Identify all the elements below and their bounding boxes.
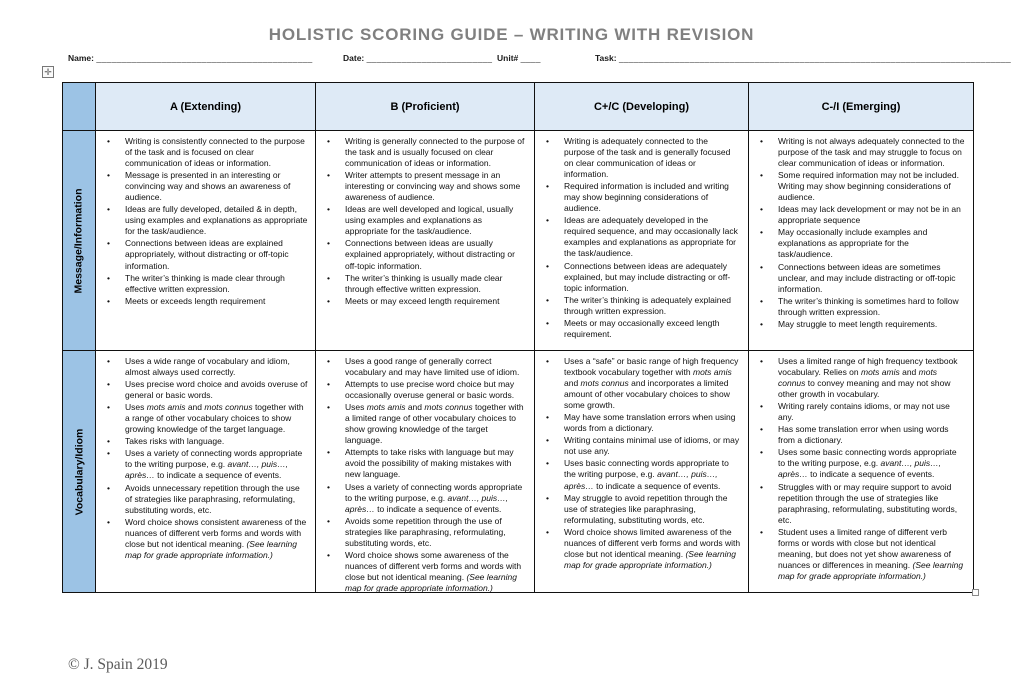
criterion: • Uses a “safe” or basic range of high frequency textbook vocabulary together with mots amis and mots connus and incorporates a limited amount of other vocabulary choices to show some growth. bbox=[535, 356, 746, 411]
criteria-list bbox=[535, 136, 746, 340]
criterion: • Uses some basic connecting words appropriate to the writing purpose, e.g. avant…, puis…, après… to indicate a sequence of events. bbox=[749, 447, 971, 480]
criterion: • Uses a variety of connecting words appropriate to the writing purpose, e.g. avant…, puis…, après… to indicate a sequence of events. bbox=[96, 448, 313, 481]
criteria-list bbox=[316, 136, 532, 307]
criteria-list bbox=[749, 136, 971, 330]
criterion: • Writing is not always adequately connected to the purpose of the task and may struggle to focus on clear communication of ideas or information. bbox=[749, 136, 971, 169]
cell-vocabulary-proficient bbox=[316, 351, 535, 593]
criterion: • Avoids unnecessary repetition through the use of strategies like paraphrasing, reformulating, substituting words, etc. bbox=[96, 483, 313, 516]
criterion: • Word choice shows consistent awareness of the nuances of different verb forms and words with close but not identical meaning. (See learning map for grade appropriate information.) bbox=[96, 517, 313, 561]
criterion: • Struggles with or may require support to avoid repetition through the use of strategies like paraphrasing, reformulating, substituting words, etc. bbox=[749, 482, 971, 526]
task-line: ______________________________________________________________________________ bbox=[618, 53, 1012, 63]
name-field bbox=[68, 53, 313, 63]
criterion: • Ideas are fully developed, detailed & in depth, using examples and explanations as appropriate for the task/audience. bbox=[96, 204, 313, 237]
criterion: • Writing is consistently connected to the purpose of the task and is focused on clear communication of ideas or information. bbox=[96, 136, 313, 169]
criterion: • Takes risks with language. bbox=[96, 436, 313, 447]
criterion: • Message is presented in an interesting or convincing way and shows an awareness of audience. bbox=[96, 170, 313, 203]
criterion: • Avoids some repetition through the use of strategies like paraphrasing, reformulating, substituting words, etc. bbox=[316, 516, 532, 549]
criterion: • Uses a variety of connecting words appropriate to the writing purpose, e.g. avant…, puis…, après… to indicate a sequence of events. bbox=[316, 482, 532, 515]
row-label-vocabulary-idiom: Vocabulary/Idiom bbox=[63, 351, 96, 593]
criterion: • May struggle to meet length requirements. bbox=[749, 319, 971, 330]
criterion: • Word choice shows limited awareness of the nuances of different verb forms and words with close but not identical meaning. (See learning map for grade appropriate information.) bbox=[535, 527, 746, 571]
criterion: • Student uses a limited range of different verb forms or words with close but not identical meaning, but does not yet show awareness of nuances or differences in meaning. (See learning map for grade appropriate information.) bbox=[749, 527, 971, 582]
criterion: • Writer attempts to present message in an interesting or convincing way and shows some awareness of audience. bbox=[316, 170, 532, 203]
criterion: • Writing is adequately connected to the purpose of the task and is generally focused on clear communication of ideas or information. bbox=[535, 136, 746, 180]
table-resize-handle[interactable] bbox=[972, 589, 979, 596]
criterion: • Writing rarely contains idioms, or may not use any. bbox=[749, 401, 971, 423]
criterion: • May have some translation errors when using words from a dictionary. bbox=[535, 412, 746, 434]
criteria-list bbox=[535, 356, 746, 571]
criterion: • Attempts to take risks with language but may avoid the possibility of making mistakes with new language. bbox=[316, 447, 532, 480]
column-header-b-proficient: B (Proficient) bbox=[316, 83, 535, 131]
cell-vocabulary-extending bbox=[96, 351, 316, 593]
criterion: • Connections between ideas are sometimes unclear, and may include distracting or off-topic information. bbox=[749, 262, 971, 295]
cell-message-proficient bbox=[316, 131, 535, 351]
criteria-list bbox=[316, 356, 532, 594]
date-field bbox=[343, 53, 492, 63]
criterion: • May struggle to avoid repetition through the use of strategies like paraphrasing, reformulating, substituting words, etc. bbox=[535, 493, 746, 526]
criterion: • Meets or exceeds length requirement bbox=[96, 296, 313, 307]
criteria-list bbox=[749, 356, 971, 582]
criterion: • Writing contains minimal use of idioms, or may not use any. bbox=[535, 435, 746, 457]
criterion: • Connections between ideas are adequately explained, but may include distracting or off-topic information. bbox=[535, 261, 746, 294]
cell-message-emerging bbox=[749, 131, 974, 351]
table-corner-cell bbox=[63, 83, 96, 131]
criterion: • Word choice shows some awareness of the nuances of different verb forms and words with close but not identical meaning. (See learning map for grade appropriate information.) bbox=[316, 550, 532, 594]
criterion: • Uses precise word choice and avoids overuse of general or basic words. bbox=[96, 379, 313, 401]
name-label: Name: bbox=[68, 53, 94, 63]
unit-label: Unit# bbox=[497, 53, 519, 63]
criterion: • Writing is generally connected to the purpose of the task and is usually focused on clear communication of ideas or information. bbox=[316, 136, 532, 169]
table-move-handle[interactable] bbox=[42, 66, 54, 78]
cell-message-developing bbox=[535, 131, 749, 351]
criterion: • Connections between ideas are explained appropriately, without distracting or off-topic information. bbox=[96, 238, 313, 271]
criterion: • Uses basic connecting words appropriate to the writing purpose, e.g. avant…, puis…, après… to indicate a sequence of events. bbox=[535, 458, 746, 491]
cell-message-extending bbox=[96, 131, 316, 351]
criterion: • Uses a good range of generally correct vocabulary and may have limited use of idiom. bbox=[316, 356, 532, 378]
criterion: • Attempts to use precise word choice but may occasionally overuse general or basic words. bbox=[316, 379, 532, 401]
unit-line: ____ bbox=[520, 53, 541, 63]
criterion: • Meets or may exceed length requirement bbox=[316, 296, 532, 307]
criterion: • Uses a wide range of vocabulary and idiom, almost always used correctly. bbox=[96, 356, 313, 378]
rubric-table bbox=[62, 82, 974, 593]
criterion: • Ideas are well developed and logical, usually using examples and explanations as appropriate for the task/audience. bbox=[316, 204, 532, 237]
criteria-list bbox=[96, 356, 313, 561]
row-label-message-information: Message/Information bbox=[63, 131, 96, 351]
criterion: • Connections between ideas are usually explained appropriately, without distracting or off-topic information. bbox=[316, 238, 532, 271]
criterion: • Meets or may occasionally exceed length requirement. bbox=[535, 318, 746, 340]
criteria-list bbox=[96, 136, 313, 307]
criterion: • The writer’s thinking is sometimes hard to follow through written expression. bbox=[749, 296, 971, 318]
task-field bbox=[595, 53, 1011, 63]
column-header-c-developing: C+/C (Developing) bbox=[535, 83, 749, 131]
criterion: • Ideas are adequately developed in the required sequence, and may occasionally lack examples and explanations as appropriate for the task/audience. bbox=[535, 215, 746, 259]
criterion: • Ideas may lack development or may not be in an appropriate sequence bbox=[749, 204, 971, 226]
date-label: Date: bbox=[343, 53, 365, 63]
criterion: • The writer’s thinking is made clear through effective written expression. bbox=[96, 273, 313, 295]
unit-field bbox=[497, 53, 541, 63]
criterion: • Has some translation error when using words from a dictionary. bbox=[749, 424, 971, 446]
criterion: • The writer’s thinking is usually made clear through effective written expression. bbox=[316, 273, 532, 295]
column-header-a-extending: A (Extending) bbox=[96, 83, 316, 131]
cell-vocabulary-emerging bbox=[749, 351, 974, 593]
move-cross-icon: ✛ bbox=[44, 67, 52, 77]
date-line: _________________________ bbox=[366, 53, 493, 63]
criterion: • Uses mots amis and mots connus together with a limited range of other vocabulary choices to show growing knowledge of the target language. bbox=[316, 402, 532, 446]
copyright-text: © J. Spain 2019 bbox=[68, 656, 168, 673]
criterion: • Uses a limited range of high frequency textbook vocabulary. Relies on mots amis and mots connus to convey meaning and may not show other growth in vocabulary. bbox=[749, 356, 971, 400]
criterion: • Some required information may not be included. Writing may show beginning considerations of audience. bbox=[749, 170, 971, 203]
criterion: • Required information is included and writing may show beginning considerations of audience. bbox=[535, 181, 746, 214]
column-header-ci-emerging: C-/I (Emerging) bbox=[749, 83, 974, 131]
page-title: HOLISTIC SCORING GUIDE – WRITING WITH REVISION bbox=[268, 25, 755, 44]
criterion: • The writer’s thinking is adequately explained through written expression. bbox=[535, 295, 746, 317]
name-line: ___________________________________________ bbox=[96, 53, 313, 63]
cell-vocabulary-developing bbox=[535, 351, 749, 593]
criterion: • May occasionally include examples and explanations as appropriate for the task/audience. bbox=[749, 227, 971, 260]
task-label: Task: bbox=[595, 53, 617, 63]
criterion: • Uses mots amis and mots connus together with a range of other vocabulary choices to show growing knowledge of the target language. bbox=[96, 402, 313, 435]
